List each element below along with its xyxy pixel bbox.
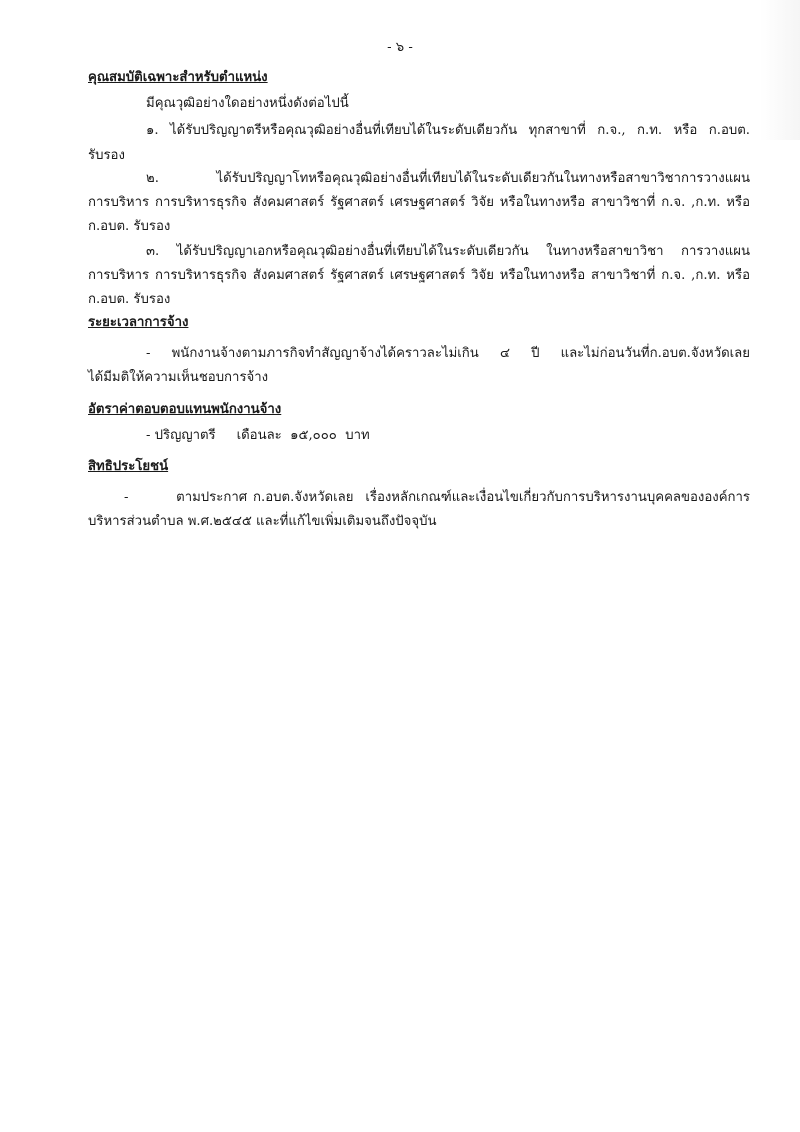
qualification-item-3-line-1: ๓. ได้รับปริญญาเอกหรือคุณวุฒิอย่างอื่นที่เทียบได้ในระดับเดียวกัน ในทางหรือสาขาวิชา การวางแผน bbox=[146, 244, 750, 259]
qualification-item-2-line-3: ก.อบต. รับรอง bbox=[88, 219, 171, 234]
qualifications-intro: มีคุณวุฒิอย่างใดอย่างหนึ่งดังต่อไปนี้ bbox=[146, 96, 349, 111]
qualification-item-3-line-2: การบริหาร การบริหารธุรกิจ สังคมศาสตร์ รัฐศาสตร์ เศรษฐศาสตร์ วิจัย หรือในทางหรือ สาขาวิชาที่ ก.จ. ,ก.ท. หรือ bbox=[88, 268, 750, 283]
qualification-item-2-line-1: ๒. ได้รับปริญญาโทหรือคุณวุฒิอย่างอื่นที่เทียบได้ในระดับเดียวกันในทางหรือสาขาวิชาการวางแผน bbox=[146, 171, 750, 186]
scan-edge-shadow bbox=[760, 0, 800, 140]
employment-period-line-1: - พนักงานจ้างตามภารกิจทำสัญญาจ้างได้คราวละไม่เกิน ๔ ปี และไม่ก่อนวันที่ก.อบต.จังหวัดเลย bbox=[146, 346, 750, 361]
qualification-item-3-line-3: ก.อบต. รับรอง bbox=[88, 292, 171, 307]
compensation-line-1: - ปริญญาตรี เดือนละ ๑๕,๐๐๐ บาท bbox=[146, 428, 370, 443]
qualifications-heading: คุณสมบัติเฉพาะสำหรับตำแหน่ง bbox=[88, 70, 268, 85]
qualification-item-1-line-2: รับรอง bbox=[88, 148, 125, 163]
employment-period-heading: ระยะเวลาการจ้าง bbox=[88, 315, 189, 330]
benefits-line-2: บริหารส่วนตำบล พ.ศ.๒๕๔๕ และที่แก้ไขเพิ่มเติมจนถึงปัจจุบัน bbox=[88, 514, 437, 529]
page-number: - ๖ - bbox=[387, 40, 413, 55]
compensation-heading: อัตราค่าตอบตอบแทนพนักงานจ้าง bbox=[88, 402, 282, 417]
benefits-heading: สิทธิประโยชน์ bbox=[88, 459, 169, 474]
qualification-item-2-line-2: การบริหาร การบริหารธุรกิจ สังคมศาสตร์ รัฐศาสตร์ เศรษฐศาสตร์ วิจัย หรือในทางหรือ สาขาวิชาที่ ก.จ. ,ก.ท. หรือ bbox=[88, 195, 750, 210]
benefits-line-1: - ตามประกาศ ก.อบต.จังหวัดเลย เรื่องหลักเกณฑ์และเงื่อนไขเกี่ยวกับการบริหารงานบุคคลขององค์การ bbox=[124, 490, 750, 505]
qualification-item-1-line-1: ๑. ได้รับปริญญาตรีหรือคุณวุฒิอย่างอื่นที่เทียบได้ในระดับเดียวกัน ทุกสาขาที่ ก.จ., ก.ท. หรือ ก.อบต. bbox=[146, 123, 750, 138]
employment-period-line-2: ได้มีมติให้ความเห็นชอบการจ้าง bbox=[88, 370, 269, 385]
